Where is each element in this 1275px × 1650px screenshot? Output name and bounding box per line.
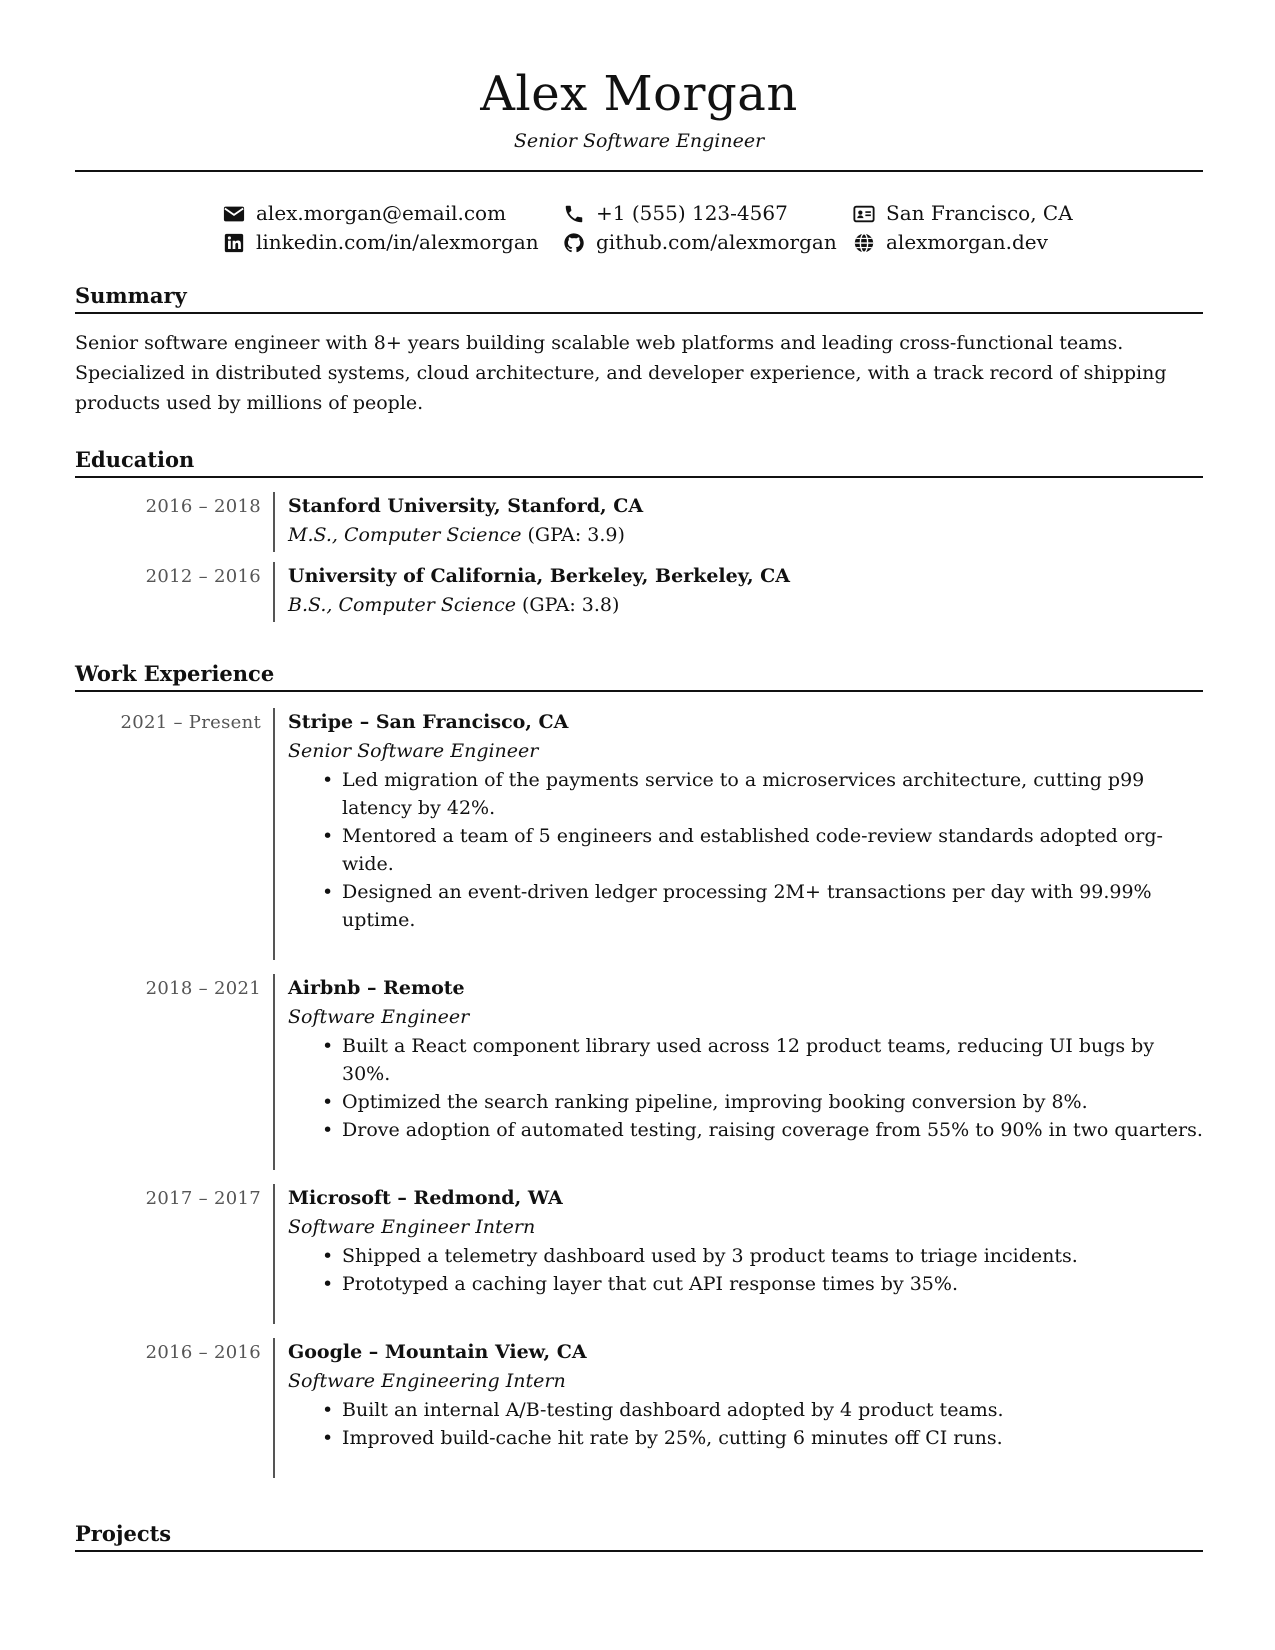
experience-dates: 2017 – 2017 — [145, 1188, 261, 1209]
education-title: Education — [75, 447, 195, 472]
contact-github[interactable] — [563, 229, 853, 256]
experience-role: Software Engineer — [288, 1006, 470, 1028]
experience-dates: 2021 – Present — [120, 712, 261, 733]
experience-entry — [75, 1338, 1203, 1478]
candidate-title: Senior Software Engineer — [513, 130, 765, 152]
experience-role: Senior Software Engineer — [288, 740, 539, 762]
education-degree-line — [288, 591, 1203, 620]
experience-bullets — [288, 1032, 1203, 1144]
contact-list — [223, 200, 1203, 256]
contact-location-text: San Francisco, CA — [886, 201, 1073, 225]
experience-divider — [75, 690, 1203, 692]
experience-bullets — [288, 1396, 1203, 1452]
candidate-name: Alex Morgan — [480, 66, 798, 122]
contact-location — [853, 200, 1093, 227]
education-school: University of California, Berkeley, Berkeley, CA — [288, 565, 791, 587]
id-card-icon — [853, 203, 875, 225]
experience-section — [75, 660, 1203, 1478]
projects-title: Projects — [75, 1521, 172, 1546]
contact-website-text: alexmorgan.dev — [886, 230, 1048, 254]
education-section — [75, 446, 1203, 622]
experience-title: Work Experience — [75, 661, 275, 686]
contact-website[interactable] — [853, 229, 1093, 256]
summary-section — [75, 282, 1203, 418]
education-entry — [75, 492, 1203, 552]
experience-entry — [75, 708, 1203, 960]
list-item: • Built a React component library used across 12 product teams, reducing UI bugs by 30%. — [342, 1032, 1203, 1088]
experience-entry — [75, 1184, 1203, 1324]
header-divider — [75, 170, 1203, 172]
linkedin-icon — [223, 232, 245, 254]
phone-icon — [563, 203, 585, 225]
experience-role: Software Engineering Intern — [288, 1370, 566, 1392]
list-item: • Mentored a team of 5 engineers and established code-review standards adopted org-wide. — [342, 822, 1203, 878]
experience-company: Stripe – San Francisco, CA — [288, 711, 569, 733]
education-gpa: (GPA: 3.9) — [527, 524, 625, 546]
experience-dates: 2016 – 2016 — [145, 1342, 261, 1363]
experience-company: Google – Mountain View, CA — [288, 1341, 587, 1363]
contact-github-text: github.com/alexmorgan — [596, 230, 837, 254]
experience-bullets — [288, 766, 1203, 934]
list-item: • Led migration of the payments service to a microservices architecture, cutting p99 latency by 42%. — [342, 766, 1203, 822]
education-degree: M.S., Computer Science — [288, 524, 522, 546]
education-dates: 2012 – 2016 — [145, 566, 261, 587]
list-item: • Shipped a telemetry dashboard used by 3 product teams to triage incidents. — [342, 1242, 1203, 1270]
list-item: • Prototyped a caching layer that cut API response times by 35%. — [342, 1270, 1203, 1298]
resume-page — [75, 0, 1203, 1552]
contact-phone-text: +1 (555) 123-4567 — [596, 201, 788, 225]
education-gpa: (GPA: 3.8) — [522, 594, 620, 616]
experience-company: Microsoft – Redmond, WA — [288, 1187, 563, 1209]
contact-linkedin-text: linkedin.com/in/alexmorgan — [256, 230, 539, 254]
list-item: • Improved build-cache hit rate by 25%, cutting 6 minutes off CI runs. — [342, 1424, 1203, 1452]
contact-email-text: alex.morgan@email.com — [256, 201, 507, 225]
projects-divider — [75, 1550, 1203, 1552]
contact-phone[interactable] — [563, 200, 853, 227]
list-item: • Optimized the search ranking pipeline, improving booking conversion by 8%. — [342, 1088, 1203, 1116]
list-item: • Drove adoption of automated testing, raising coverage from 55% to 90% in two quarters. — [342, 1116, 1203, 1144]
envelope-icon — [223, 203, 245, 225]
education-school: Stanford University, Stanford, CA — [288, 495, 644, 517]
experience-company: Airbnb – Remote — [288, 977, 465, 999]
projects-section — [75, 1520, 1203, 1552]
list-item: • Designed an event-driven ledger processing 2M+ transactions per day with 99.99% uptime. — [342, 878, 1203, 934]
summary-title: Summary — [75, 283, 187, 308]
experience-role: Software Engineer Intern — [288, 1216, 536, 1238]
experience-dates: 2018 – 2021 — [145, 978, 261, 999]
github-icon — [563, 232, 585, 254]
list-item: • Built an internal A/B-testing dashboard adopted by 4 product teams. — [342, 1396, 1203, 1424]
education-entry — [75, 562, 1203, 622]
experience-bullets — [288, 1242, 1203, 1298]
experience-entry — [75, 974, 1203, 1170]
globe-icon — [853, 232, 875, 254]
contact-linkedin[interactable] — [223, 229, 563, 256]
contact-email[interactable] — [223, 200, 563, 227]
summary-divider — [75, 312, 1203, 314]
education-dates: 2016 – 2018 — [145, 496, 261, 517]
education-divider — [75, 476, 1203, 478]
education-degree-line — [288, 521, 1203, 550]
summary-text: Senior software engineer with 8+ years building scalable web platforms and leading cross-functional teams. Specialized in distributed systems, cloud architecture, and developer experience, with a track record of shipping products used by millions of people. — [75, 332, 1167, 414]
education-degree: B.S., Computer Science — [288, 594, 516, 616]
